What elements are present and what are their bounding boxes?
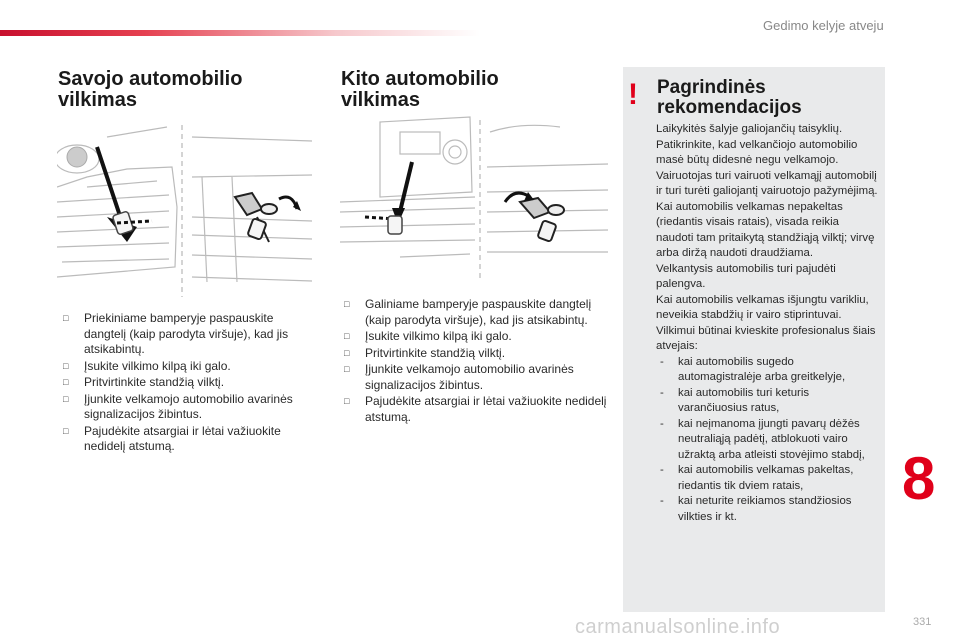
rec-paragraph: Vairuotojas turi vairuoti velkamąjį automobilį ir turi turėti galiojantį vairuotojo pažymėjimą. — [656, 169, 878, 197]
header-accent-bar — [0, 30, 480, 36]
recommendations-body — [656, 122, 878, 525]
chapter-number: 8 — [902, 445, 936, 512]
rec-title-line2: rekomendacijos — [657, 97, 802, 118]
left-title-line2: vilkimas — [58, 89, 137, 111]
left-column-title — [58, 69, 242, 111]
left-step: □ Pritvirtinkite standžią vilktį. — [62, 375, 302, 391]
middle-column-title — [341, 69, 499, 111]
rec-paragraph: Patikrinkite, kad velkančiojo automobilio masė būtų didesnė negu velkamojo. — [656, 138, 858, 166]
left-step: □ Pajudėkite atsargiai ir lėtai važiuokite nedidelį atstumą. — [62, 424, 302, 455]
rec-cases-list — [656, 355, 878, 526]
left-step: □ Įjunkite velkamojo automobilio avarinės signalizacijos žibintus. — [62, 392, 302, 423]
rec-case-item: - kai neturite reikiamos standžiosios vilkties ir kt. — [656, 494, 878, 525]
left-step: □ Priekiniame bamperyje paspauskite dangtelį (kaip parodyta viršuje), kad jis atsikabintų. — [62, 311, 302, 358]
rec-case-item: - kai automobilis velkamas pakeltas, riedantis tik dviem ratais, — [656, 463, 878, 494]
middle-step: □ Pajudėkite atsargiai ir lėtai važiuokite nedidelį atstumą. — [343, 394, 609, 425]
rear-bumper-illustration — [340, 112, 610, 287]
middle-steps-list — [343, 297, 609, 426]
rec-paragraph: Kai automobilis velkamas nepakeltas (riedantis visais ratais), visada reikia naudoti tam pritaikytą standžiąją vilktį; virvę arba diržą naudoti draudžiama. — [656, 200, 875, 259]
middle-step: □ Pritvirtinkite standžią vilktį. — [343, 346, 609, 362]
rec-case-item: - kai neįmanoma įjungti pavarų dėžės neutraliąją padėtį, atblokuoti vairo užraktą arba atleisti stovėjimo stabdį, — [656, 417, 878, 464]
rec-case-item: - kai automobilis turi keturis varančiuosius ratus, — [656, 386, 878, 417]
rec-title-line1: Pagrindinės — [657, 77, 766, 98]
rec-paragraph: Vilkimui būtinai kvieskite profesionalus šiais atvejais: — [656, 324, 876, 352]
recommendations-title — [657, 78, 802, 118]
left-step: □ Įsukite vilkimo kilpą iki galo. — [62, 359, 302, 375]
middle-title-line1: Kito automobilio — [341, 68, 499, 90]
middle-step: □ Galiniame bamperyje paspauskite dangtelį (kaip parodyta viršuje), kad jis atsikabintų. — [343, 297, 609, 328]
middle-step: □ Įsukite vilkimo kilpą iki galo. — [343, 329, 609, 345]
middle-step: □ Įjunkite velkamojo automobilio avarinės signalizacijos žibintus. — [343, 362, 609, 393]
rec-paragraph: Velkantysis automobilis turi pajudėti palengva. — [656, 262, 836, 290]
section-title: Gedimo kelyje atveju — [763, 18, 884, 33]
left-title-line1: Savojo automobilio — [58, 68, 243, 90]
front-bumper-illustration — [57, 117, 317, 299]
middle-title-line2: vilkimas — [341, 89, 420, 111]
rec-paragraph: Kai automobilis velkamas išjungtu varikliu, neveikia stabdžių ir vairo stiprintuvai. — [656, 293, 869, 321]
page-number: 331 — [913, 616, 932, 628]
rec-case-item: - kai automobilis sugedo automagistralėje arba greitkelyje, — [656, 355, 878, 386]
left-steps-list — [62, 311, 302, 456]
warning-icon: ! — [628, 78, 638, 111]
watermark: carmanualsonline.info — [575, 616, 781, 638]
rec-paragraph: Laikykitės šalyje galiojančių taisyklių. — [656, 123, 843, 135]
